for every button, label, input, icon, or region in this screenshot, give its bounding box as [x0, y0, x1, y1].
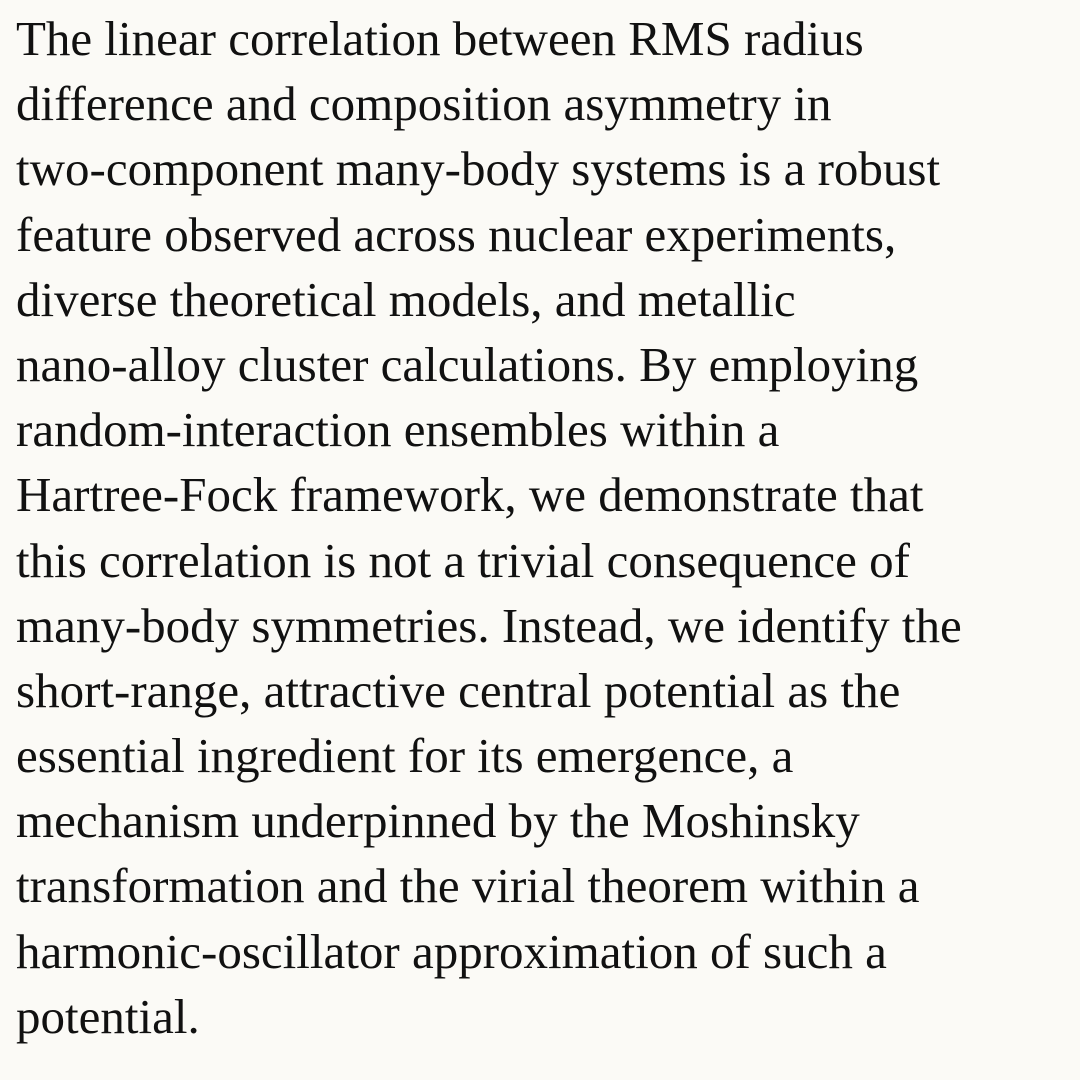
text-line: mechanism underpinned by the Moshinsky: [16, 793, 860, 849]
text-line: short-range, attractive central potential as the: [16, 662, 901, 718]
text-line: difference and composition asymmetry in: [16, 76, 832, 132]
text-line: nano-alloy cluster calculations. By employing: [16, 336, 919, 392]
text-line: Hartree-Fock framework, we demonstrate that: [16, 467, 924, 523]
text-line: feature observed across nuclear experiments,: [16, 206, 897, 262]
text-line: many-body symmetries. Instead, we identify the: [16, 597, 962, 653]
abstract-text: [16, 6, 962, 1049]
text-line: essential ingredient for its emergence, a: [16, 728, 794, 784]
text-line: transformation and the virial theorem within a: [16, 858, 920, 914]
text-line: this correlation is not a trivial consequence of: [16, 532, 910, 588]
text-line: harmonic-oscillator approximation of such a: [16, 923, 887, 979]
text-line: random-interaction ensembles within a: [16, 402, 780, 458]
text-line: potential.: [16, 988, 200, 1044]
text-line: diverse theoretical models, and metallic: [16, 271, 796, 327]
text-line: two-component many-body systems is a robust: [16, 141, 941, 197]
text-line: The linear correlation between RMS radius: [16, 11, 864, 66]
